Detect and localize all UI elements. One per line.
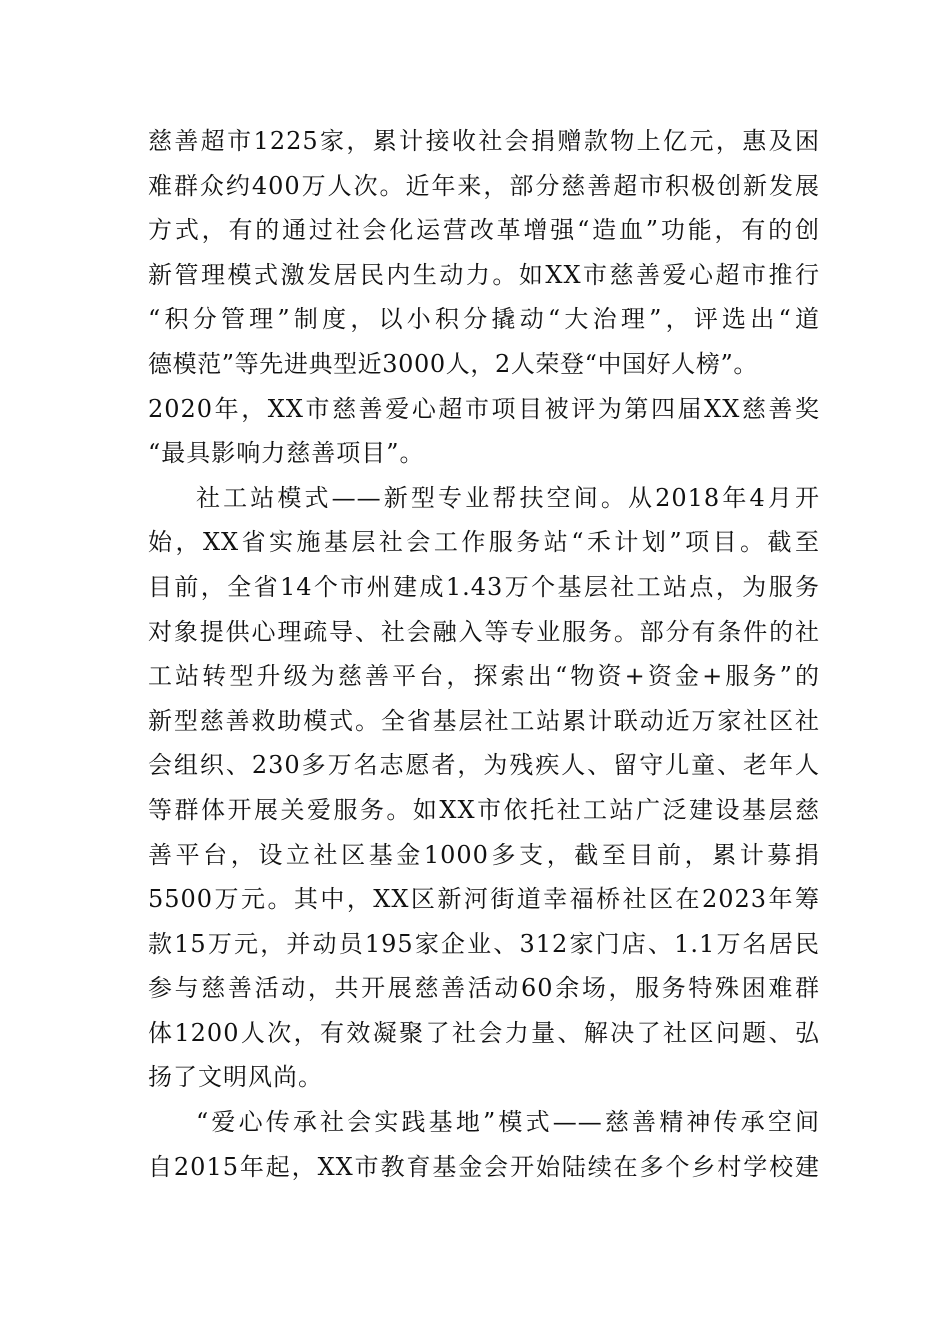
text-line: 新管理模式激发居民内生动力。如XX市慈善爱心超市推行 — [148, 260, 820, 289]
text-line: 自2015年起，XX市教育基金会开始陆续在多个乡村学校建 — [148, 1152, 820, 1181]
text-line: 方式，有的通过社会化运营改革增强“造血”功能，有的创 — [148, 216, 820, 245]
text-line: 目前，全省14个市州建成1.43万个基层社工站点，为服务 — [148, 572, 820, 601]
text-line: 对象提供心理疏导、社会融入等专业服务。部分有条件的社 — [148, 617, 820, 646]
text-line: 始，XX省实施基层社会工作服务站“禾计划”项目。截至 — [148, 528, 820, 557]
paragraph-heading-line: 社工站模式——新型专业帮扶空间。从2018年4月开 — [196, 483, 820, 512]
text-line: 工站转型升级为慈善平台，探索出“物资+资金+服务”的 — [148, 662, 820, 691]
text-line: 5500万元。其中，XX区新河街道幸福桥社区在2023年筹 — [148, 885, 820, 914]
paragraph-practice-base — [148, 1100, 820, 1189]
paragraph-social-work-station — [148, 476, 820, 1100]
paragraph-heading-line: “爱心传承社会实践基地”模式——慈善精神传承空间 — [196, 1108, 820, 1137]
text-line: 2020年，XX市慈善爱心超市项目被评为第四届XX慈善奖 — [148, 394, 820, 423]
text-line: 体1200人次，有效凝聚了社会力量、解决了社区问题、弘 — [148, 1018, 820, 1047]
text-line: 参与慈善活动，共开展慈善活动60余场，服务特殊困难群 — [148, 974, 820, 1003]
text-line: “积分管理”制度，以小积分撬动“大治理”，评选出“道 — [148, 305, 820, 334]
paragraph-charity-supermarket — [148, 119, 820, 476]
text-line: 难群众约400万人次。近年来，部分慈善超市积极创新发展 — [148, 171, 820, 200]
text-line: 会组织、230多万名志愿者，为残疾人、留守儿童、老年人 — [148, 751, 820, 780]
text-line: 扬了文明风尚。 — [148, 1063, 323, 1092]
text-line: 款15万元，并动员195家企业、312家门店、1.1万名居民 — [148, 929, 820, 958]
body-text — [148, 119, 820, 1189]
text-line: 新型慈善救助模式。全省基层社工站累计联动近万家社区社 — [148, 706, 820, 735]
text-line: 德模范”等先进典型近3000人，2人荣登“中国好人榜”。 — [148, 349, 758, 378]
text-line: 慈善超市1225家，累计接收社会捐赠款物上亿元，惠及困 — [148, 127, 820, 155]
text-line: “最具影响力慈善项目”。 — [148, 439, 425, 468]
text-line: 善平台，设立社区基金1000多支，截至目前，累计募捐 — [148, 840, 820, 869]
text-line: 等群体开展关爱服务。如XX市依托社工站广泛建设基层慈 — [148, 795, 820, 824]
